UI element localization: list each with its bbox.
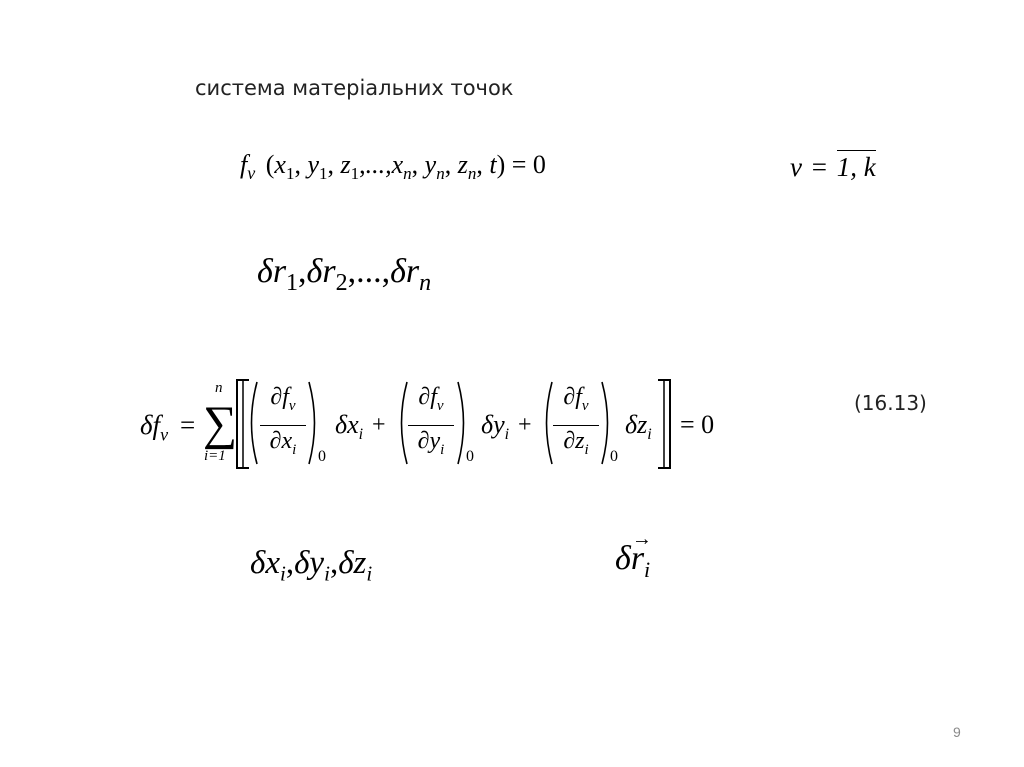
arg-yn: y [424,150,437,179]
arg-xn: ...,x [365,150,404,179]
vector-arrow-icon: → [631,528,652,550]
arg-x1: x [274,150,286,179]
term3-lparen [540,380,554,466]
arg-t: t [489,150,497,179]
term1-fracbar [260,425,306,426]
arg-y1: y [307,150,319,179]
sum-symbol: ∑ [203,397,238,450]
open-paren: ( [265,150,275,179]
displacements-list: $\delta r_1,\delta r_2,...,\delta r_n$ [257,253,432,296]
term2-numerator: $\partial f_\nu$ [418,384,444,414]
sum-top: n [215,380,223,396]
vector-variation: δ → $r_i$ [615,528,652,582]
arg-zn: z [457,150,468,179]
term3-numerator: $\partial f_\nu$ [563,384,589,414]
constraint-rhs: ) = 0 [496,150,546,179]
term3-denominator: $\partial z_i$ [563,428,589,458]
term3-eval: 0 [610,448,618,465]
term2-fracbar [408,425,454,426]
range-eq: = [811,152,827,182]
term1-denominator: $\partial x_i$ [269,428,297,458]
sum-bottom: i=1 [204,448,226,464]
variation-rhs: = 0 [680,410,715,439]
constraint-func-sub: ν [247,163,256,184]
term2-lparen [395,380,409,466]
term1-eval: 0 [318,448,326,465]
equation-number: (16.13) [854,391,927,415]
term1-delta: $\delta x_i$ [335,410,364,444]
arg-z1: z [340,150,351,179]
range-var: ν [790,152,802,182]
range-value: 1, k [836,152,876,182]
constraint-equation: $f_\nu$ ($x_1$, $y_1$, $z_1,...,x_n$, $y_n$, $z_n$, t) = 0 [240,150,546,184]
slide-heading: система матеріальних точок [195,76,514,100]
variation-eq: = [180,410,196,440]
variation-lhs: $\delta f_\nu$ [140,410,169,445]
term2-eval: 0 [466,448,474,465]
plus-2: + [518,412,532,438]
term2-denominator: $\partial y_i$ [417,428,445,458]
term3-delta: $\delta z_i$ [625,410,652,444]
range-equation [790,152,876,183]
constraint-func: f [240,150,248,179]
term1-numerator: $\partial f_\nu$ [270,384,296,414]
coords-variations: $\delta x_i,\delta y_i,\delta z_i$ [250,545,373,586]
term3-fracbar [553,425,599,426]
term2-delta: $\delta y_i$ [481,410,510,444]
term1-lparen [245,380,259,466]
page-number: 9 [953,724,961,740]
plus-1: + [372,412,386,438]
right-bracket [655,378,675,470]
vector-r: → r [630,528,652,577]
